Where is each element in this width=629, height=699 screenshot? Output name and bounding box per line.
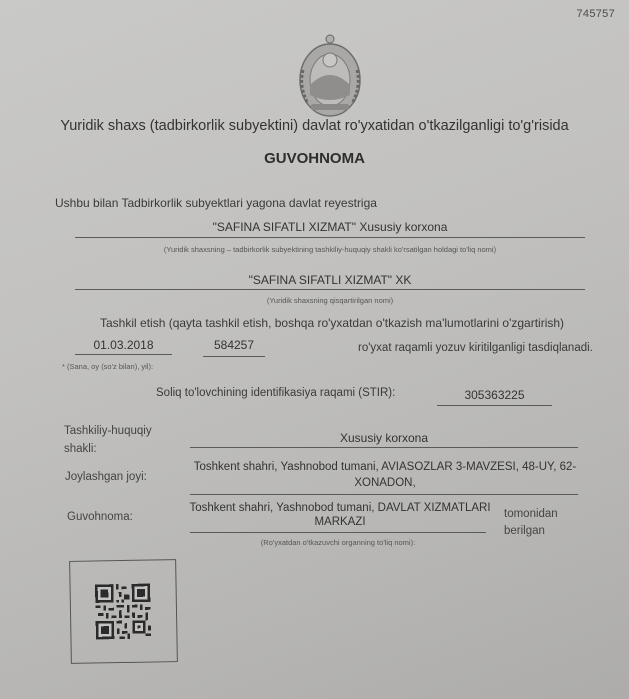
- registration-confirmation: ro'yxat raqamli yozuv kiritilganligi tasdiqlanadi.: [358, 342, 593, 354]
- full-name-caption: (Yuridik shaxsning – tadbirkorlik subyektining tashkiliy-huquqiy shakli ko'rsatilgan holdagi to'liq nomi): [163, 245, 497, 254]
- location-value-line1: Toshkent shahri, Yashnobod tumani, AVIASOZLAR 3-MAVZESI, 48-UY, 62-: [193, 461, 577, 473]
- registration-date: 01.03.2018: [93, 338, 154, 352]
- full-name-underline: [75, 237, 585, 238]
- issuer-caption: (Ro'yxatdan o'tkazuvchi organning to'liq nomi):: [260, 538, 416, 547]
- serial-number: 745757: [576, 8, 615, 20]
- document-heading: Yuridik shaxs (tadbirkorlik subyektini) davlat ro'yxatidan o'tkazilganligi to'g'risida: [60, 118, 569, 134]
- short-name-underline: [75, 289, 585, 290]
- legal-form-label: [64, 422, 152, 458]
- action-text: Tashkil etish (qayta tashkil etish, boshqa ro'yxatdan o'tkazish ma'lumotlarini o'zgartirish): [100, 316, 565, 330]
- registration-number-underline: [203, 356, 265, 357]
- legal-form-underline: [190, 447, 578, 448]
- legal-form-value: Xususiy korxona: [339, 431, 429, 445]
- intro-text: Ushbu bilan Tadbirkorlik subyektlari yagona davlat reyestriga: [55, 196, 377, 210]
- full-name-value: "SAFINA SIFATLI XIZMAT" Xususiy korxona: [212, 220, 448, 234]
- issuer-value-line2: MARKAZI: [314, 516, 366, 528]
- issuer-underline: [190, 532, 486, 533]
- tin-label: Soliq to'lovchining identifikasiya raqami (STIR):: [156, 387, 396, 399]
- legal-form-label-line1: Tashkiliy-huquqiy: [64, 425, 152, 437]
- tin-value: 305363225: [464, 388, 525, 402]
- short-name-value: "SAFINA SIFATLI XIZMAT" XK: [248, 273, 412, 287]
- legal-form-label-line2: shakli:: [64, 443, 97, 455]
- registration-date-caption: * (Sana, oy (so'z bilan), yil):: [62, 362, 154, 371]
- issuer-suffix-line1: tomonidan: [504, 508, 558, 520]
- location-value-line2: XONADON,: [354, 477, 416, 489]
- short-name-caption: (Yuridik shaxsning qisqartirilgan nomi): [266, 296, 394, 305]
- location-label: Joylashgan joyi:: [65, 471, 147, 483]
- issuer-label: Guvohnoma:: [67, 511, 133, 523]
- issuer-suffix: [504, 506, 558, 540]
- issuer-suffix-line2: berilgan: [504, 525, 545, 537]
- registration-date-underline: [75, 354, 172, 355]
- state-emblem-icon: [293, 30, 367, 120]
- registration-number: 584257: [213, 338, 255, 352]
- document-title: GUVOHNOMA: [264, 150, 365, 167]
- issuer-value-line1: Toshkent shahri, Yashnobod tumani, DAVLAT XIZMATLARI: [189, 502, 491, 514]
- qr-code-frame: [69, 559, 178, 664]
- location-underline: [190, 494, 578, 495]
- qr-code-icon: [94, 584, 153, 640]
- tin-underline: [437, 405, 552, 406]
